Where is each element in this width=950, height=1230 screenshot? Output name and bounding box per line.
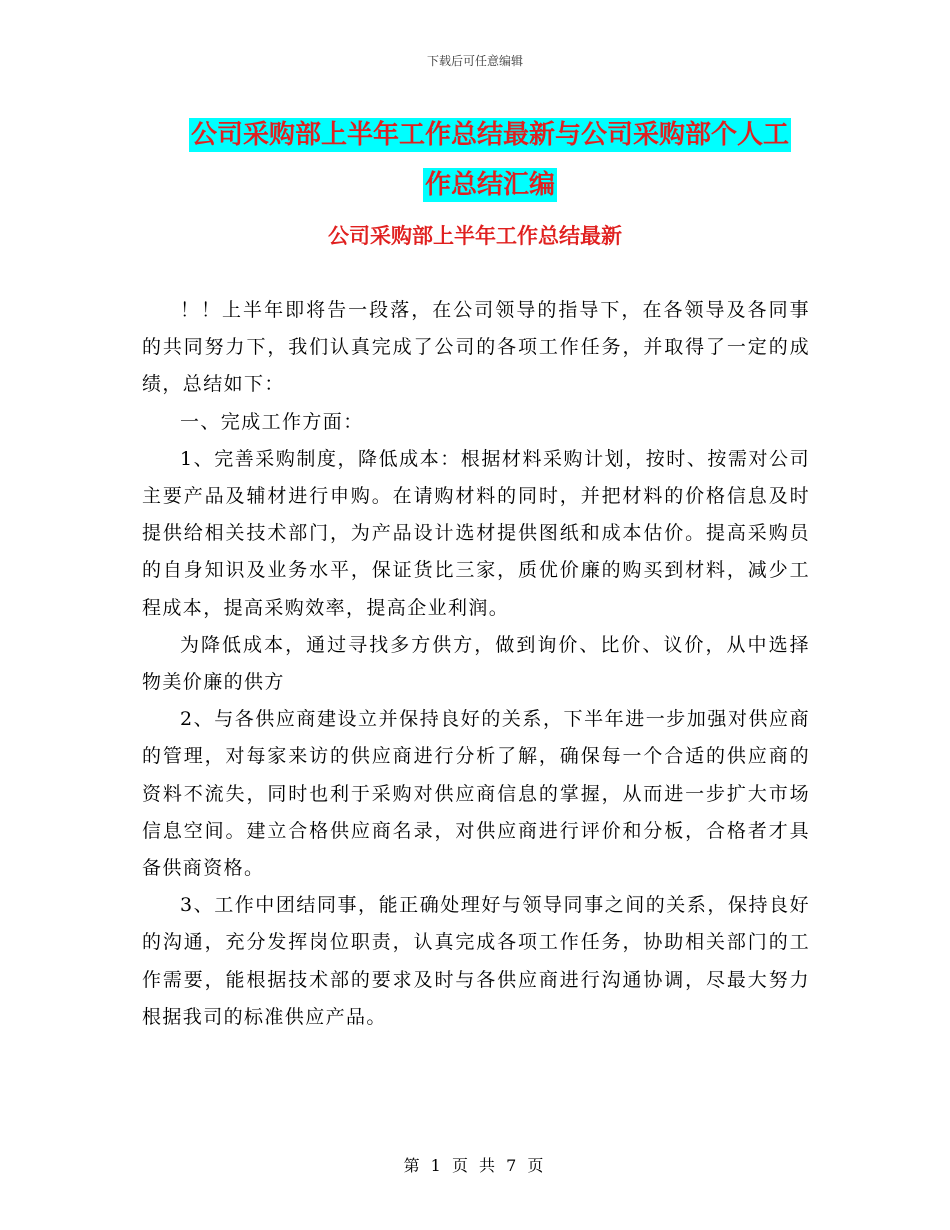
document-title [140, 110, 840, 210]
paragraph: 为降低成本，通过寻找多方供方，做到询价、比价、议价，从中选择物美价廉的供方 [142, 633, 810, 694]
paragraph: 2、与各供应商建设立并保持良好的关系，下半年进一步加强对供应商的管理，对每家来访的供应商进行分析了解，确保每一个合适的供应商的资料不流失，同时也利于采购对供应商信息的掌握，从而进一步扩大市场信息空间。建立合格供应商名录，对供应商进行评价和分板，合格者才具备供商资格。 [142, 708, 810, 880]
paragraph: 一、完成工作方面： [180, 410, 364, 433]
header-note: 下载后可任意编辑 [426, 54, 523, 68]
body-text [142, 292, 810, 1036]
paragraph: 1、完善采购制度，降低成本：根据材料采购计划，按时、按需对公司主要产品及辅材进行申购。在请购材料的同时，并把材料的价格信息及时提供给相关技术部门，为产品设计选材提供图纸和成本估价。提高采购员的自身知识及业务水平，保证货比三家，质优价廉的购买到材料，减少工程成本，提高采购效率，提高企业利润。 [142, 447, 810, 619]
section-title: 公司采购部上半年工作总结最新 [328, 224, 622, 248]
page-footer: 第 1 页 共 7 页 [403, 1156, 547, 1175]
document-title-line-2: 作总结汇编 [424, 170, 555, 200]
paragraph: 3、工作中团结同事，能正确处理好与领导同事之间的关系，保持良好的沟通，充分发挥岗位职责，认真完成各项工作任务，协助相关部门的工作需要，能根据技术部的要求及时与各供应商进行沟通协调，尽最大努力根据我司的标准供应产品。 [142, 894, 810, 1028]
paragraph: ！！上半年即将告一段落，在公司领导的指导下，在各领导及各同事的共同努力下，我们认真完成了公司的各项工作任务，并取得了一定的成绩，总结如下： [142, 299, 810, 396]
document-title-line-1: 公司采购部上半年工作总结最新与公司采购部个人工 [190, 120, 789, 150]
